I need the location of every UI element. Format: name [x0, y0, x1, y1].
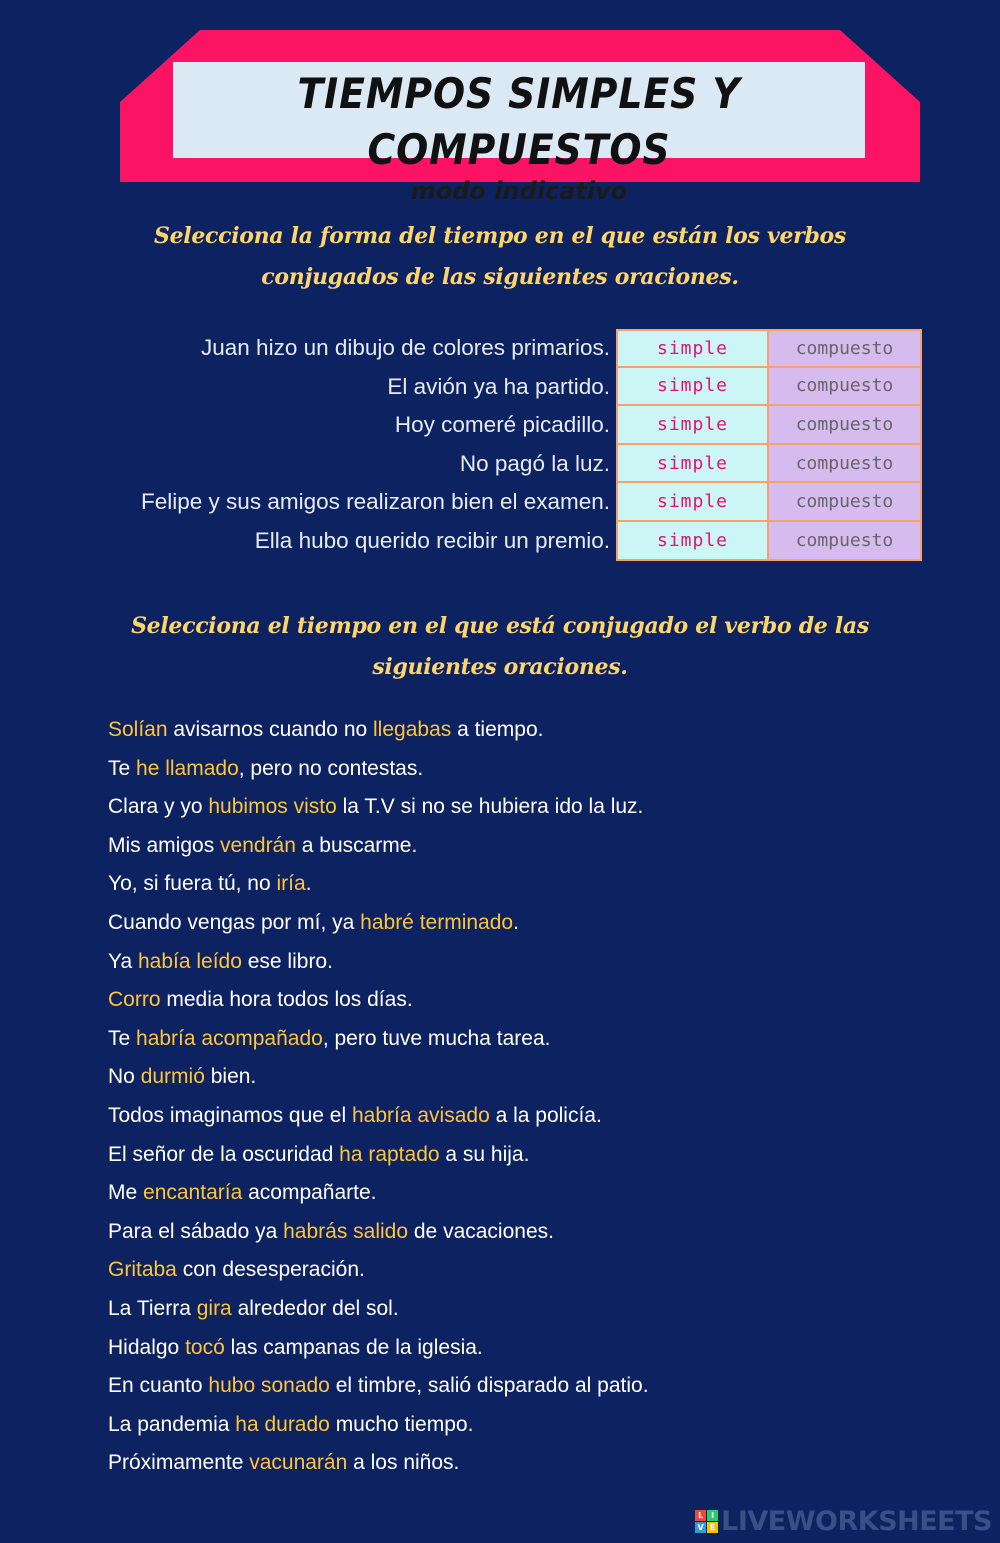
option-compuesto[interactable]: compuesto — [769, 368, 922, 407]
instruction-section-1: Selecciona la forma del tiempo en el que están los verbos conjugados de las siguientes oraciones. — [153, 223, 846, 290]
sentence-text: mucho tiempo. — [329, 1412, 474, 1436]
highlighted-verb[interactable]: ha raptado — [339, 1142, 440, 1166]
option-simple[interactable]: simple — [616, 483, 769, 522]
highlighted-verb[interactable]: tocó — [185, 1335, 225, 1359]
sentence-text: Me — [108, 1181, 144, 1205]
sentence-text: a su hija. — [439, 1142, 530, 1166]
liveworksheets-logo — [695, 1506, 992, 1537]
highlighted-verb[interactable]: vendrán — [220, 833, 296, 857]
sentence-text: Próximamente — [108, 1451, 250, 1475]
sentence-text: La Tierra — [108, 1296, 197, 1320]
sentence-item — [108, 1020, 649, 1059]
sentence-item — [108, 1444, 649, 1483]
sentence-text: Te — [108, 756, 137, 780]
choice-row — [20, 522, 922, 561]
highlighted-verb[interactable]: durmió — [140, 1065, 205, 1089]
sentence-item — [108, 1097, 649, 1136]
choice-sentence: Juan hizo un dibujo de colores primarios. — [201, 335, 610, 360]
sentence-text: No — [108, 1065, 141, 1089]
sentence-text: alrededor del sol. — [231, 1296, 399, 1320]
sentence-item — [108, 827, 649, 866]
sentence-item — [108, 1213, 649, 1252]
highlighted-verb[interactable]: había leído — [137, 949, 242, 973]
option-simple[interactable]: simple — [616, 406, 769, 445]
sentence-text: Para el sábado ya — [108, 1219, 284, 1243]
sentence-text: Hidalgo — [108, 1335, 186, 1359]
option-compuesto[interactable]: compuesto — [769, 406, 922, 445]
sentence-item — [108, 750, 649, 789]
sentence-list — [108, 711, 649, 1483]
sentence-item — [108, 1058, 649, 1097]
option-compuesto[interactable]: compuesto — [769, 445, 922, 484]
sentence-text: media hora todos los días. — [160, 988, 413, 1012]
highlighted-verb[interactable]: encantaría — [143, 1181, 243, 1205]
option-compuesto[interactable]: compuesto — [769, 522, 922, 561]
sentence-item — [108, 1406, 649, 1445]
highlighted-verb[interactable]: habré terminado — [360, 910, 514, 934]
highlighted-verb[interactable]: gira — [196, 1296, 232, 1320]
sentence-text: Te — [108, 1026, 137, 1050]
sentence-text: de vacaciones. — [408, 1219, 554, 1243]
sentence-text: a los niños. — [347, 1451, 460, 1475]
sentence-text: El señor de la oscuridad — [108, 1142, 340, 1166]
choice-sentence: Felipe y sus amigos realizaron bien el examen. — [141, 489, 610, 515]
sentence-item — [108, 1367, 649, 1406]
logo-letter: V — [695, 1522, 706, 1533]
option-simple[interactable]: simple — [616, 368, 769, 407]
choice-row — [20, 406, 922, 445]
sentence-item — [108, 1329, 649, 1368]
instruction-section-2: Selecciona el tiempo en el que está conjugado el verbo de las siguientes oraciones. — [131, 613, 869, 680]
choice-table — [20, 329, 922, 561]
title-box — [173, 62, 865, 205]
sentence-item — [108, 1251, 649, 1290]
logo-letter: L — [695, 1510, 706, 1521]
highlighted-verb[interactable]: hubo sonado — [208, 1374, 330, 1398]
sentence-text: a la policía. — [489, 1103, 602, 1127]
sentence-item — [108, 865, 649, 904]
choice-row — [20, 445, 922, 484]
page-title: TIEMPOS SIMPLES Y COMPUESTOS — [297, 69, 741, 174]
sentence-text: a tiempo. — [451, 718, 544, 741]
highlighted-verb[interactable]: vacunarán — [249, 1451, 348, 1475]
option-simple[interactable]: simple — [616, 445, 769, 484]
sentence-item — [108, 711, 649, 750]
choice-sentence: El avión ya ha partido. — [387, 373, 610, 399]
choice-row — [20, 368, 922, 407]
sentence-item — [108, 943, 649, 982]
option-simple[interactable]: simple — [616, 522, 769, 561]
choice-row — [20, 329, 922, 368]
sentence-text: bien. — [204, 1065, 257, 1089]
highlighted-verb[interactable]: hubimos visto — [208, 795, 337, 819]
sentence-text: Todos imaginamos que el — [108, 1103, 352, 1127]
logo-letter: E — [707, 1522, 718, 1533]
sentence-text: el timbre, salió disparado al patio. — [329, 1374, 649, 1398]
sentence-text: avisarnos cuando no — [167, 718, 374, 741]
sentence-item — [108, 904, 649, 943]
sentence-text: las campanas de la iglesia. — [224, 1335, 483, 1359]
sentence-text: Clara y yo — [108, 795, 209, 819]
highlighted-verb[interactable]: habrás salido — [283, 1219, 409, 1243]
sentence-text: a buscarme. — [295, 833, 418, 857]
liveworksheets-logo-icon — [695, 1510, 718, 1533]
sentence-item — [108, 1290, 649, 1329]
option-compuesto[interactable]: compuesto — [769, 483, 922, 522]
sentence-item — [108, 1136, 649, 1175]
sentence-text: . — [513, 910, 519, 934]
sentence-item — [108, 981, 649, 1020]
sentence-text: Cuando vengas por mí, ya — [108, 910, 361, 934]
sentence-text: Ya — [108, 949, 138, 973]
highlighted-verb[interactable]: Corro — [108, 988, 161, 1012]
highlighted-verb[interactable]: habría avisado — [351, 1103, 490, 1127]
highlighted-verb[interactable]: iría — [276, 872, 306, 896]
sentence-item — [108, 1174, 649, 1213]
choice-sentence: No pagó la luz. — [459, 450, 610, 476]
choice-row — [20, 483, 922, 522]
highlighted-verb[interactable]: habría acompañado — [136, 1026, 323, 1050]
highlighted-verb[interactable]: ha durado — [235, 1412, 330, 1436]
sentence-text: La pandemia — [108, 1412, 236, 1436]
page-subtitle: modo indicativo — [410, 177, 628, 205]
highlighted-verb[interactable]: Solían — [108, 718, 168, 741]
sentence-text: acompañarte. — [242, 1181, 377, 1205]
logo-text: LIVEWORKSHEETS — [721, 1506, 992, 1537]
sentence-item — [108, 788, 649, 827]
sentence-text: Mis amigos — [108, 833, 221, 857]
sentence-text: . — [305, 872, 312, 896]
sentence-text: Yo, si fuera tú, no — [108, 872, 277, 896]
highlighted-verb[interactable]: he llamado — [136, 756, 239, 780]
highlighted-verb[interactable]: llegabas — [373, 718, 452, 741]
option-simple[interactable]: simple — [616, 329, 769, 368]
choice-sentence: Ella hubo querido recibir un premio. — [254, 527, 610, 553]
sentence-text: con desesperación. — [176, 1258, 365, 1282]
sentence-text: En cuanto — [108, 1374, 209, 1398]
logo-letter: I — [707, 1510, 718, 1521]
sentence-text: , pero tuve mucha tarea. — [322, 1026, 551, 1050]
highlighted-verb[interactable]: Gritaba — [108, 1258, 177, 1282]
sentence-text: ese libro. — [241, 949, 333, 973]
sentence-text: , pero no contestas. — [238, 756, 424, 780]
option-compuesto[interactable]: compuesto — [769, 329, 922, 368]
sentence-text: la T.V si no se hubiera ido la luz. — [336, 795, 644, 819]
choice-sentence: Hoy comeré picadillo. — [394, 412, 610, 438]
